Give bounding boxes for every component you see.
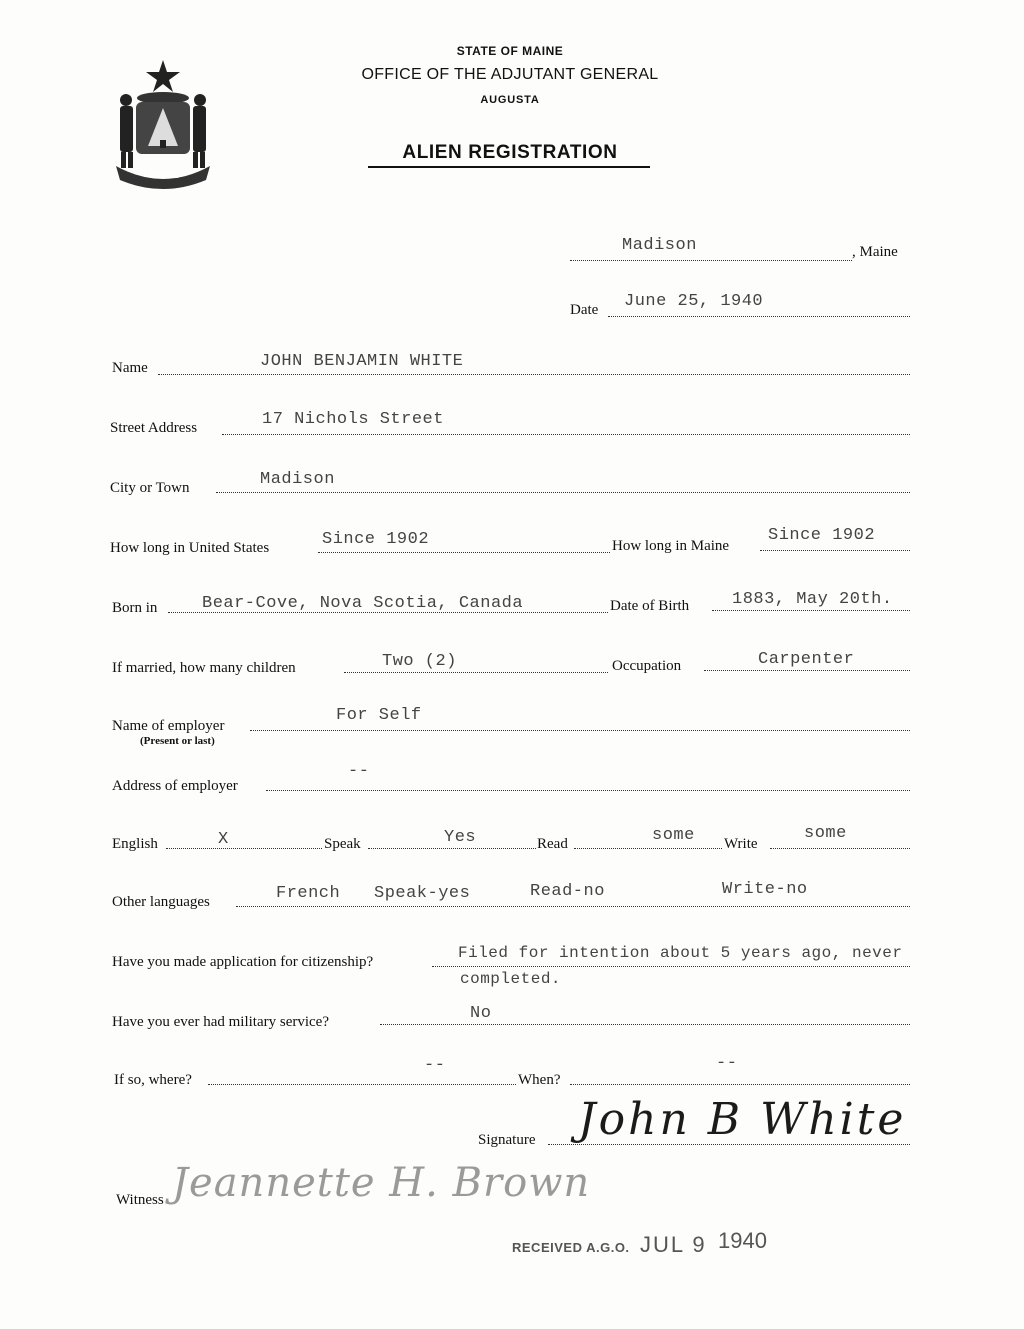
speak-label: Speak xyxy=(324,836,361,852)
place-line xyxy=(570,260,852,261)
date-line xyxy=(608,316,910,317)
write-label: Write xyxy=(724,836,758,852)
seal-text: MAINE xyxy=(149,170,179,180)
military-value: No xyxy=(470,1004,492,1023)
born-value: Bear-Cove, Nova Scotia, Canada xyxy=(202,594,524,613)
witness-value: Jeannette H. Brown xyxy=(172,1160,591,1206)
name-value: JOHN BENJAMIN WHITE xyxy=(260,352,464,371)
military-label: Have you ever had military service? xyxy=(112,1014,329,1030)
english-line xyxy=(166,848,322,849)
occupation-label: Occupation xyxy=(612,658,682,674)
employer-label: Name of employer xyxy=(112,718,225,734)
other-languages-line xyxy=(236,906,910,907)
occupation-line xyxy=(704,670,910,671)
maine-duration-value: Since 1902 xyxy=(768,526,876,545)
header-city: AUGUSTA xyxy=(480,94,540,106)
english-value: X xyxy=(218,830,229,849)
city-line xyxy=(216,492,910,493)
write-value: some xyxy=(804,824,847,843)
maine-duration-line xyxy=(760,550,910,551)
header-state: STATE OF MAINE xyxy=(456,44,564,58)
street-line xyxy=(222,434,910,435)
when-line xyxy=(570,1084,910,1085)
children-label: If married, how many children xyxy=(112,660,296,676)
place-value: Madison xyxy=(622,236,697,255)
place-suffix: , Maine xyxy=(852,244,898,260)
employer-address-line xyxy=(266,790,910,791)
witness-label: Witness xyxy=(116,1192,164,1208)
children-value: Two (2) xyxy=(382,652,457,671)
citizenship-value-line2: completed. xyxy=(460,970,562,988)
where-value: -- xyxy=(424,1056,446,1075)
other-languages-label: Other languages xyxy=(112,894,210,910)
employer-value: For Self xyxy=(336,706,422,725)
signature-label: Signature xyxy=(478,1132,536,1148)
dob-line xyxy=(712,610,910,611)
employer-address-value: -- xyxy=(348,762,370,781)
other-language-write: Write-no xyxy=(722,880,808,899)
header-office: OFFICE OF THE ADJUTANT GENERAL xyxy=(361,66,659,83)
citizenship-line xyxy=(432,966,910,967)
children-line xyxy=(344,672,608,673)
occupation-value: Carpenter xyxy=(758,650,855,669)
read-line xyxy=(574,848,722,849)
street-value: 17 Nichols Street xyxy=(262,410,444,429)
military-line xyxy=(380,1024,910,1025)
title-underline xyxy=(368,166,650,168)
signature-value: John B White xyxy=(578,1094,907,1145)
us-duration-line xyxy=(318,552,610,553)
us-duration-value: Since 1902 xyxy=(322,530,430,549)
read-label: Read xyxy=(537,836,568,852)
speak-line xyxy=(368,848,536,849)
dob-label: Date of Birth xyxy=(610,598,690,614)
employer-line xyxy=(250,730,910,731)
citizenship-value-line1: Filed for intention about 5 years ago, never xyxy=(458,944,903,962)
citizenship-label: Have you made application for citizenship? xyxy=(112,954,374,970)
city-value: Madison xyxy=(260,470,335,489)
when-label: When? xyxy=(518,1072,561,1088)
dob-value: 1883, May 20th. xyxy=(732,590,893,609)
city-label: City or Town xyxy=(110,480,190,496)
name-line xyxy=(158,374,910,375)
born-label: Born in xyxy=(112,600,158,616)
where-line xyxy=(208,1084,516,1085)
date-label: Date xyxy=(570,302,599,318)
other-language-speak: Speak-yes xyxy=(374,884,471,903)
received-stamp-date: JUL 9 xyxy=(640,1232,707,1257)
write-line xyxy=(770,848,910,849)
name-label: Name xyxy=(112,360,148,376)
received-stamp-text: RECEIVED A.G.O. xyxy=(512,1240,630,1255)
where-label: If so, where? xyxy=(114,1072,192,1088)
speak-value: Yes xyxy=(444,828,477,847)
form-title: ALIEN REGISTRATION xyxy=(402,142,618,163)
employer-sublabel: (Present or last) xyxy=(140,735,215,747)
read-value: some xyxy=(652,826,695,845)
maine-duration-label: How long in Maine xyxy=(612,538,730,554)
street-label: Street Address xyxy=(110,420,198,436)
other-language-value: French xyxy=(276,884,341,903)
when-value: -- xyxy=(716,1054,738,1073)
received-stamp-year: 1940 xyxy=(718,1228,767,1253)
other-language-read: Read-no xyxy=(530,882,605,901)
us-duration-label: How long in United States xyxy=(110,540,270,556)
english-label: English xyxy=(112,836,158,852)
employer-address-label: Address of employer xyxy=(112,778,238,794)
date-value: June 25, 1940 xyxy=(624,292,764,311)
